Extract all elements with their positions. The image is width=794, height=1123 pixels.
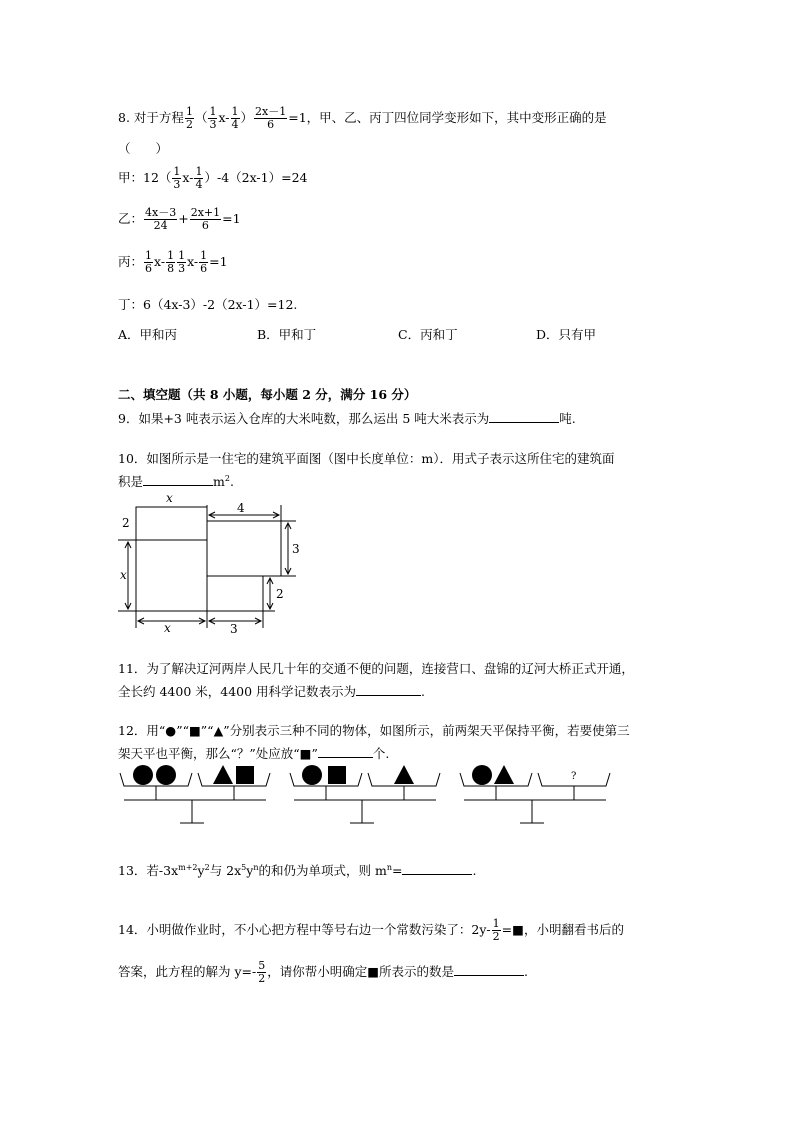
q8-jia: 甲：12（ $\frac{1}{3}$ x- $\frac{1}{4}$ ）-4（2x-1）=24 (118, 165, 308, 191)
fraction: $\frac{1}{2}$ (492, 917, 500, 943)
fraction: $\frac{1}{6}$ (200, 249, 208, 275)
fraction: $\frac{1}{3}$ (209, 105, 217, 131)
fraction: $\frac{1}{8}$ (167, 249, 175, 275)
dim-label: 3 (292, 542, 300, 556)
triangle-shape (394, 765, 414, 784)
fraction: $\frac{2x-1}{6}$ (255, 105, 287, 131)
triangle-shape (213, 765, 233, 784)
q8-option-d: D．只有甲 (536, 327, 597, 342)
fraction: $\frac{4x-3}{24}$ (145, 206, 177, 232)
q11-line2: 全长约 4400 米，4400 用科学记数表示为 . (118, 684, 426, 699)
fraction: $\frac{1}{6}$ (145, 249, 153, 275)
q8-line1: 8. 对于方程 $\frac{1}{2}$ （ $\frac{1}{3}$ x- $\frac{1}{4}$ ） $\frac{2x-1}{6}$ =1，甲、乙、丙丁四位同学变形如下，其中变形正确的是 (118, 105, 607, 131)
dim-label: 2 (276, 587, 284, 601)
q11-line1: 11．为了解决辽河两岸人民几十年的交通不便的问题，连接营口、盘锦的辽河大桥正式开通， (118, 661, 634, 676)
circle-shape (472, 765, 492, 785)
q9: 9．如果+3 吨表示运入仓库的大米吨数，那么运出 5 吨大米表示为 吨. (118, 411, 576, 426)
q8-bing: 丙： $\frac{1}{6}$ x- $\frac{1}{8}$ $\frac{1}{3}$ x- $\frac{1}{6}$ =1 (118, 249, 228, 275)
q14-line2: 答案，此方程的解为 y=- $\frac{5}{2}$ ，请你帮小明确定■所表示的数是 . (118, 959, 529, 985)
answer-blank[interactable] (454, 963, 524, 976)
section-title: 二、填空题（共 8 小题，每小题 2 分，满分 16 分） (118, 387, 417, 402)
fraction: $\frac{1}{3}$ (178, 249, 186, 275)
circle-shape (156, 765, 176, 785)
q8-option-c: C．丙和丁 (398, 327, 458, 342)
dim-label: x (164, 621, 171, 635)
fraction: $\frac{5}{2}$ (258, 959, 266, 985)
square-shape (328, 766, 346, 784)
square-shape (236, 766, 254, 784)
fraction: $\frac{1}{4}$ (231, 105, 239, 131)
q13: 13．若$-3x^{m+2}y^2$与 $2x^5y^n$的和仍为单项式，则 $m^n=$ . (118, 862, 477, 878)
question-mark: ? (571, 771, 577, 782)
fraction: $\frac{1}{2}$ (185, 105, 193, 131)
q8-option-a: A．甲和丙 (118, 327, 178, 342)
q8-yi: 乙： $\frac{4x-3}{24}$ + $\frac{2x+1}{6}$ =1 (118, 206, 241, 232)
q8-option-b: B．甲和丁 (257, 327, 317, 342)
dim-label: x (166, 491, 173, 505)
dim-label: x (120, 568, 127, 582)
q10-line2: 积是 $m^2$. (118, 473, 234, 489)
dim-label: 2 (122, 516, 130, 530)
q14-line1: 14．小明做作业时，不小心把方程中等号右边一个常数污染了：2y- $\frac{1}{2}$ =■，小明翻看书后的 (118, 917, 624, 943)
q12-line1: 12．用“●”“■”“▲”分别表示三种不同的物体，如图所示，前两架天平保持平衡，若要使第三 (118, 723, 630, 738)
fraction: $\frac{2x+1}{6}$ (190, 206, 221, 232)
q8-ding: 丁：6（4x-3）-2（2x-1）=12. (118, 297, 298, 312)
q8-bracket: （ ） (118, 141, 169, 156)
fraction: $\frac{1}{3}$ (173, 165, 181, 191)
q10-line1: 10．如图所示是一住宅的建筑平面图（图中长度单位：m）．用式子表示这所住宅的建筑面 (118, 451, 615, 466)
fraction: $\frac{1}{4}$ (195, 165, 203, 191)
circle-shape (133, 765, 153, 785)
circle-shape (302, 765, 322, 785)
dim-label: 3 (230, 622, 238, 636)
triangle-shape (494, 765, 514, 784)
dim-label: 4 (237, 501, 245, 515)
answer-blank[interactable] (402, 862, 472, 875)
q12-line2: 架天平也平衡，那么“？”处应放“■” 个. (118, 746, 390, 761)
